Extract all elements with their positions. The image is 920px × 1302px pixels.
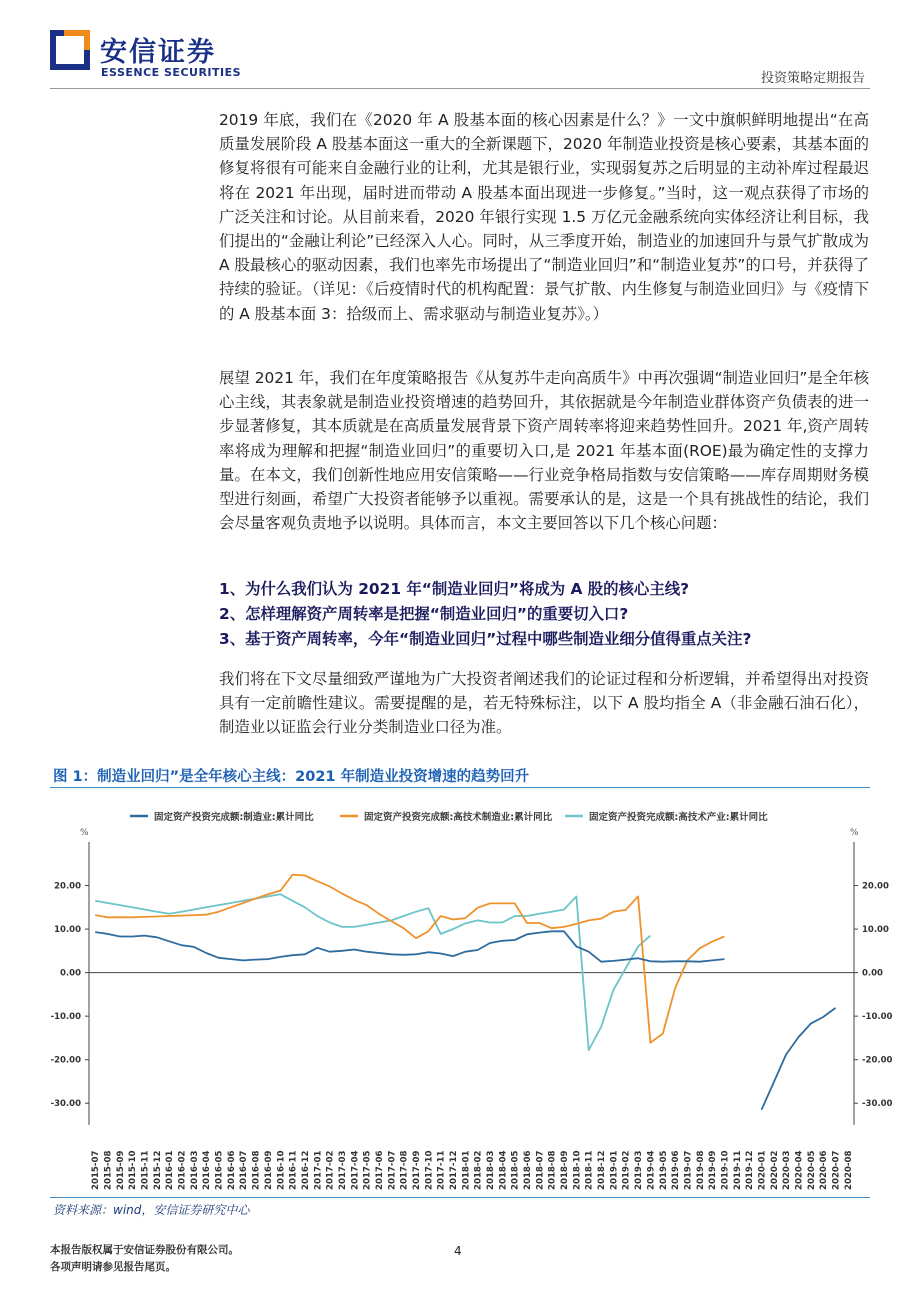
- figure-bottom-divider: [50, 1197, 870, 1198]
- question-2: 2、怎样理解资产周转率是把握“制造业回归”的重要切入口?: [219, 605, 629, 623]
- x-tick-label: 2018-09: [560, 1150, 571, 1190]
- x-tick-label: 2015-12: [152, 1150, 163, 1190]
- y-tick-label-left: -20.00: [50, 1055, 81, 1066]
- x-tick-label: 2020-05: [806, 1150, 817, 1190]
- y-tick-label-left: -10.00: [50, 1012, 81, 1023]
- y-unit-left: %: [80, 828, 89, 838]
- x-tick-label: 2015-11: [140, 1150, 151, 1190]
- series-line: [95, 931, 835, 1110]
- paragraph-3: 我们将在下文尽量细致严谨地为广大投资者阐述我们的论证过程和分析逻辑，并希望得出对投资具有一定前瞻性建议。需要提醒的是，若无特殊标注，以下 A 股均指全 A（非金融石油石化），制造业以证监会行业分类制造业口径为准。: [219, 670, 869, 737]
- x-tick-label: 2018-05: [510, 1150, 521, 1190]
- legend-label: 固定资产投资完成额:高技术制造业:累计同比: [364, 812, 553, 823]
- figure-title: 图 1：制造业回归”是全年核心主线：2021 年制造业投资增速的趋势回升: [53, 769, 530, 785]
- x-tick-label: 2019-02: [621, 1150, 632, 1190]
- x-tick-label: 2018-01: [461, 1150, 472, 1190]
- x-tick-label: 2019-09: [708, 1150, 719, 1190]
- x-tick-label: 2019-08: [695, 1150, 706, 1190]
- chart-series: [89, 875, 854, 1110]
- x-tick-label: 2015-08: [103, 1150, 114, 1190]
- question-1: 1、为什么我们认为 2021 年“制造业回归”将成为 A 股的核心主线?: [219, 580, 690, 598]
- x-tick-label: 2017-06: [374, 1150, 385, 1190]
- x-tick-label: 2018-12: [597, 1150, 608, 1190]
- x-tick-label: 2018-04: [498, 1150, 509, 1190]
- x-tick-label: 2019-01: [609, 1150, 620, 1190]
- chart-legend: [130, 811, 768, 823]
- x-tick-label: 2017-11: [436, 1150, 447, 1190]
- x-tick-label: 2020-08: [843, 1150, 854, 1190]
- x-tick-label: 2016-04: [202, 1150, 213, 1190]
- page-number: 4: [454, 1244, 462, 1258]
- y-tick-label-left: 10.00: [54, 925, 81, 936]
- core-questions: [219, 577, 869, 652]
- paragraph-2: 展望 2021 年，我们在年度策略报告《从复苏牛走向高质牛》中再次强调“制造业回归”是全年核心主线，其表象就是制造业投资增速的趋势回升，其依据就是今年制造业群体资产负债表的进一步显著修复，其本质就是在高质量发展背景下资产周转率将迎来趋势性回升。2021 年,资产周转率将成为理解和把握“制造业回归”的重要切入口,是 2021 年基本面(ROE)最为确定性的支撑力量。在本文，我们创新性地应用安信策略——行业竞争格局指数与安信策略——库存周期财务模型进行刻画，希望广大投资者能够予以重视。需要承认的是，这是一个具有挑战性的结论，我们会尽量客观负责地予以说明。具体而言，本文主要回答以下几个核心问题：: [219, 369, 869, 533]
- x-tick-label: 2017-07: [387, 1150, 398, 1190]
- x-tick-label: 2020-04: [794, 1150, 805, 1190]
- x-tick-label: 2019-04: [646, 1150, 657, 1190]
- legend-label: 固定资产投资完成额:制造业:累计同比: [154, 812, 314, 823]
- figure-source: 资料来源：wind，安信证券研究中心: [53, 1203, 250, 1217]
- x-tick-label: 2017-12: [448, 1150, 459, 1190]
- question-3: 3、基于资产周转率，今年“制造业回归”过程中哪些制造业细分值得重点关注?: [219, 630, 752, 648]
- y-tick-label-right: -20.00: [862, 1055, 893, 1066]
- y-tick-label-right: 0.00: [862, 968, 883, 979]
- x-tick-label: 2019-07: [683, 1150, 694, 1190]
- x-tick-label: 2018-10: [572, 1150, 583, 1190]
- x-tick-label: 2017-09: [411, 1150, 422, 1190]
- x-tick-label: 2017-05: [362, 1150, 373, 1190]
- x-ticks: [91, 1151, 854, 1190]
- header-divider: [50, 88, 870, 89]
- y-tick-label-right: -30.00: [862, 1099, 893, 1110]
- footer-copyright: 本报告版权属于安信证券股份有限公司。: [50, 1244, 239, 1256]
- x-tick-label: 2020-03: [782, 1150, 793, 1190]
- x-tick-label: 2016-01: [165, 1150, 176, 1190]
- x-tick-label: 2016-11: [288, 1150, 299, 1190]
- x-tick-label: 2015-07: [91, 1150, 102, 1190]
- x-tick-label: 2015-10: [128, 1150, 139, 1190]
- figure-top-divider: [50, 787, 870, 788]
- x-tick-label: 2019-06: [671, 1150, 682, 1190]
- y-tick-label-right: 20.00: [862, 881, 889, 892]
- x-tick-label: 2018-03: [486, 1150, 497, 1190]
- x-tick-label: 2016-12: [300, 1150, 311, 1190]
- company-name-en: ESSENCE SECURITIES: [101, 66, 242, 79]
- x-tick-label: 2019-11: [732, 1150, 743, 1190]
- x-tick-label: 2016-08: [251, 1150, 262, 1190]
- company-logo: [50, 30, 90, 70]
- footer-disclaimer: [50, 1242, 239, 1276]
- x-tick-label: 2016-09: [263, 1150, 274, 1190]
- x-tick-label: 2016-06: [226, 1150, 237, 1190]
- x-tick-label: 2017-04: [350, 1150, 361, 1190]
- x-tick-label: 2016-02: [177, 1150, 188, 1190]
- x-tick-label: 2016-07: [239, 1150, 250, 1190]
- x-tick-label: 2020-02: [769, 1150, 780, 1190]
- y-tick-label-left: 20.00: [54, 881, 81, 892]
- x-tick-label: 2020-07: [831, 1150, 842, 1190]
- legend-label: 固定资产投资完成额:高技术产业:累计同比: [589, 812, 768, 823]
- x-tick-label: 2019-10: [720, 1150, 731, 1190]
- y-tick-label-left: 0.00: [60, 968, 81, 979]
- x-tick-label: 2020-06: [819, 1150, 830, 1190]
- x-tick-label: 2016-10: [276, 1150, 287, 1190]
- investment-growth-chart: [50, 790, 893, 1195]
- x-tick-label: 2017-08: [399, 1150, 410, 1190]
- y-unit-right: %: [850, 828, 859, 838]
- x-tick-label: 2018-02: [473, 1150, 484, 1190]
- report-type: 投资策略定期报告: [760, 71, 865, 86]
- paragraph-1: 2019 年底，我们在《2020 年 A 股基本面的核心因素是什么？》一文中旗帜鲜明地提出“在高质量发展阶段 A 股基本面这一重大的全新课题下，2020 年制造业投资是核心要素，其基本面的修复将很有可能来自金融行业的让利，尤其是银行业，实现弱复苏之后明显的主动补库过程最迟将在 2021 年出现，届时进而带动 A 股基本面出现进一步修复。”当时，这一观点获得了市场的广泛关注和讨论。从目前来看，2020 年银行实现 1.5 万亿元金融系统向实体经济让利目标，我们提出的“金融让利论”已经深入人心。同时，从三季度开始，制造业的加速回升与景气扩散成为 A 股最核心的驱动因素，我们也率先市场提出了“制造业回归”和“制造业复苏”的口号，并获得了持续的验证。（详见：《后疫情时代的机构配置：景气扩散、内生修复与制造业回归》与《疫情下的 A 股基本面 3：拾级而上、需求驱动与制造业复苏》。）: [219, 111, 869, 323]
- x-tick-label: 2017-10: [424, 1150, 435, 1190]
- x-tick-label: 2019-12: [745, 1150, 756, 1190]
- x-tick-label: 2017-02: [325, 1150, 336, 1190]
- x-tick-label: 2018-08: [547, 1150, 558, 1190]
- x-tick-label: 2018-11: [584, 1150, 595, 1190]
- x-tick-label: 2019-05: [658, 1150, 669, 1190]
- x-tick-label: 2017-01: [313, 1150, 324, 1190]
- x-tick-label: 2020-01: [757, 1150, 768, 1190]
- x-tick-label: 2018-07: [535, 1150, 546, 1190]
- company-name-cn: 安信证券: [100, 37, 216, 68]
- y-tick-label-right: 10.00: [862, 925, 889, 936]
- x-tick-label: 2017-03: [337, 1150, 348, 1190]
- x-tick-label: 2015-09: [115, 1150, 126, 1190]
- x-tick-label: 2018-06: [523, 1150, 534, 1190]
- footer-notice: 各项声明请参见报告尾页。: [50, 1261, 176, 1273]
- y-tick-label-left: -30.00: [50, 1099, 81, 1110]
- x-tick-label: 2016-03: [189, 1150, 200, 1190]
- x-tick-label: 2016-05: [214, 1150, 225, 1190]
- y-tick-label-right: -10.00: [862, 1012, 893, 1023]
- x-tick-label: 2019-03: [634, 1150, 645, 1190]
